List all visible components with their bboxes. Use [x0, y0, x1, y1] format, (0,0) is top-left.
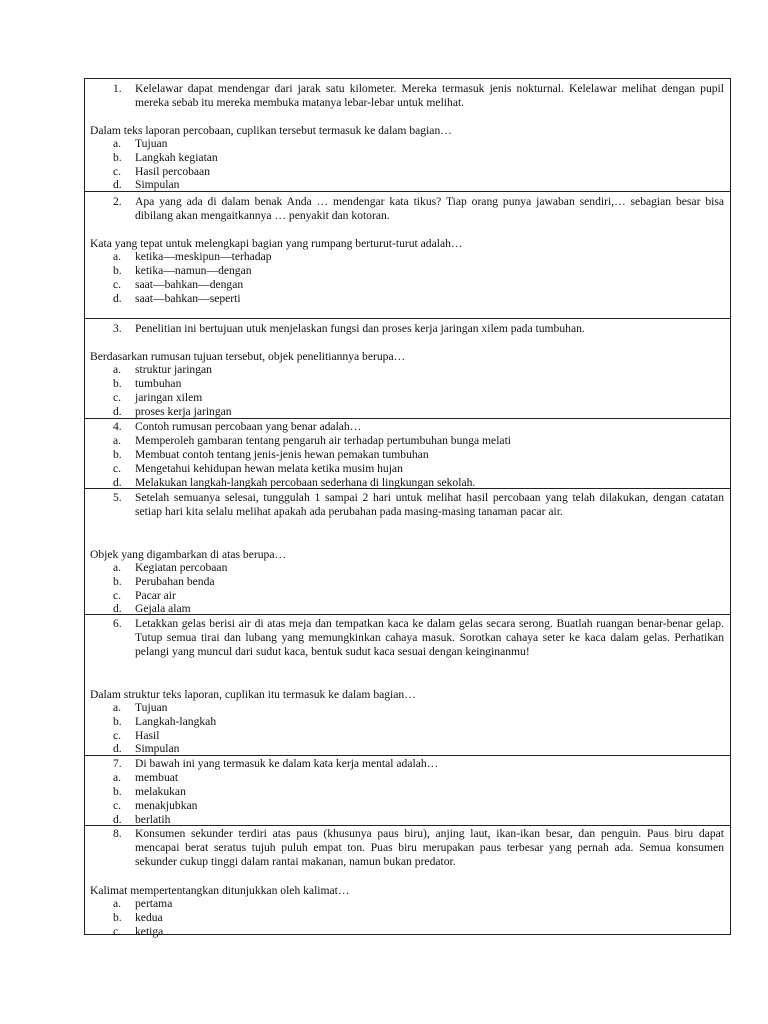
question-2 [85, 191, 730, 319]
option-b: b. kedua [113, 911, 163, 924]
question-prompt: Kalimat mempertentangkan ditunjukkan oleh kalimat… [90, 884, 350, 897]
question-7 [85, 755, 730, 826]
question-number: 5. [113, 491, 122, 504]
question-8 [85, 825, 730, 936]
option-c: c. ketiga [113, 925, 164, 938]
question-stem: Di bawah ini yang termasuk ke dalam kata kerja mental adalah… [135, 757, 439, 770]
question-stem: Contoh rumusan percobaan yang benar adalah… [135, 420, 362, 433]
option-c: c. Hasil [113, 729, 160, 742]
option-a: a. ketika—meskipun—terhadap [113, 250, 272, 263]
option-d: d. Simpulan [113, 178, 180, 191]
option-c: c. Pacar air [113, 589, 176, 602]
question-number: 6. [113, 617, 122, 630]
question-stem: Konsumen sekunder terdiri atas paus (khusunya paus biru), anjing laut, ikan-ikan besar, dan penguin. Paus biru dapat mencapai berat seratus tujuh puluh empat ton. Puas biru merupakan paus terbesar yang pernah ada. Semua konsumen sekunder cukup tinggi dalam rantai makanan, namun bukan predator. [135, 827, 724, 868]
question-prompt: Dalam teks laporan percobaan, cuplikan tersebut termasuk ke dalam bagian… [90, 124, 452, 137]
question-prompt: Objek yang digambarkan di atas berupa… [90, 548, 287, 561]
option-a: a. pertama [113, 897, 173, 910]
option-c: c. Hasil percobaan [113, 165, 211, 178]
option-d: d. saat—bahkan—seperti [113, 292, 241, 305]
question-5 [85, 488, 730, 615]
question-prompt: Dalam struktur teks laporan, cuplikan itu termasuk ke dalam bagian… [90, 688, 416, 701]
question-number: 2. [113, 195, 122, 208]
question-4 [85, 418, 730, 489]
question-3 [85, 318, 730, 419]
question-stem: Kelelawar dapat mendengar dari jarak satu kilometer. Mereka termasuk jenis nokturnal. Kelelawar melihat dengan pupil mereka sebab itu mereka membuka matanya lebar-lebar untuk melihat. [135, 82, 724, 109]
option-a: a. Memperoleh gambaran tentang pengaruh air terhadap pertumbuhan bunga melati [113, 434, 512, 447]
question-prompt: Kata yang tepat untuk melengkapi bagian yang rumpang berturut-turut adalah… [90, 237, 463, 250]
option-a: a. struktur jaringan [113, 363, 212, 376]
question-stem: Letakkan gelas berisi air di atas meja dan tempatkan kaca ke dalam gelas secara serong. Buatlah ruangan benar-benar gelap. Tutup semua tirai dan lubang yang memungkinkan cahaya masuk. Sorotkan cahaya seter ke kaca dalam gelas. Perhatikan pelangi yang muncul dari sudut kaca, bentuk sudut kaca sesuai dengan keinginanmu! [135, 617, 724, 658]
question-6 [85, 614, 730, 756]
option-c: c. Mengetahui kehidupan hewan melata ketika musim hujan [113, 462, 403, 475]
option-d: d. Melakukan langkah-langkah percobaan sederhana di lingkungan sekolah. [113, 476, 476, 489]
question-table [84, 78, 731, 938]
option-c: c. saat—bahkan—dengan [113, 278, 244, 291]
option-c: c. jaringan xilem [113, 391, 203, 404]
question-number: 3. [113, 322, 122, 335]
option-a: a. Tujuan [113, 701, 168, 714]
question-stem: Setelah semuanya selesai, tunggulah 1 sampai 2 hari untuk melihat hasil percobaan yang telah dilakukan, dengan catatan setiap hari kita selalu melihat apakah ada perubahan pada masing-masing tanaman pacar air. [135, 491, 724, 518]
option-b: b. Langkah kegiatan [113, 151, 218, 164]
question-number: 4. [113, 420, 122, 433]
question-number: 7. [113, 757, 122, 770]
question-stem: Penelitian ini bertujuan utuk menjelaskan fungsi dan proses kerja jaringan xilem pada tumbuhan. [135, 322, 585, 335]
option-b: b. ketika—namun—dengan [113, 264, 252, 277]
option-b: b. Membuat contoh tentang jenis-jenis hewan pemakan tumbuhan [113, 448, 429, 461]
option-c: c. menakjubkan [113, 799, 198, 812]
question-prompt: Berdasarkan rumusan tujuan tersebut, objek penelitiannya berupa… [90, 350, 406, 363]
option-b: b. tumbuhan [113, 377, 182, 390]
question-number: 8. [113, 827, 122, 840]
option-d: d. Gejala alam [113, 602, 191, 615]
option-a: a. Kegiatan percobaan [113, 561, 228, 574]
option-b: b. Langkah-langkah [113, 715, 217, 728]
option-b: b. melakukan [113, 785, 186, 798]
question-1 [85, 79, 730, 191]
option-a: a. membuat [113, 771, 179, 784]
question-number: 1. [113, 82, 122, 95]
option-d: d. Simpulan [113, 742, 180, 755]
option-a: a. Tujuan [113, 137, 168, 150]
option-d: d. proses kerja jaringan [113, 405, 232, 418]
question-stem: Apa yang ada di dalam benak Anda … mendengar kata tikus? Tiap orang punya jawaban sendiri,… sebagian besar bisa dibilang akan mengaitkannya … penyakit dan kotoran. [135, 195, 724, 222]
option-b: b. Perubahan benda [113, 575, 215, 588]
option-d: d. berlatih [113, 813, 171, 826]
